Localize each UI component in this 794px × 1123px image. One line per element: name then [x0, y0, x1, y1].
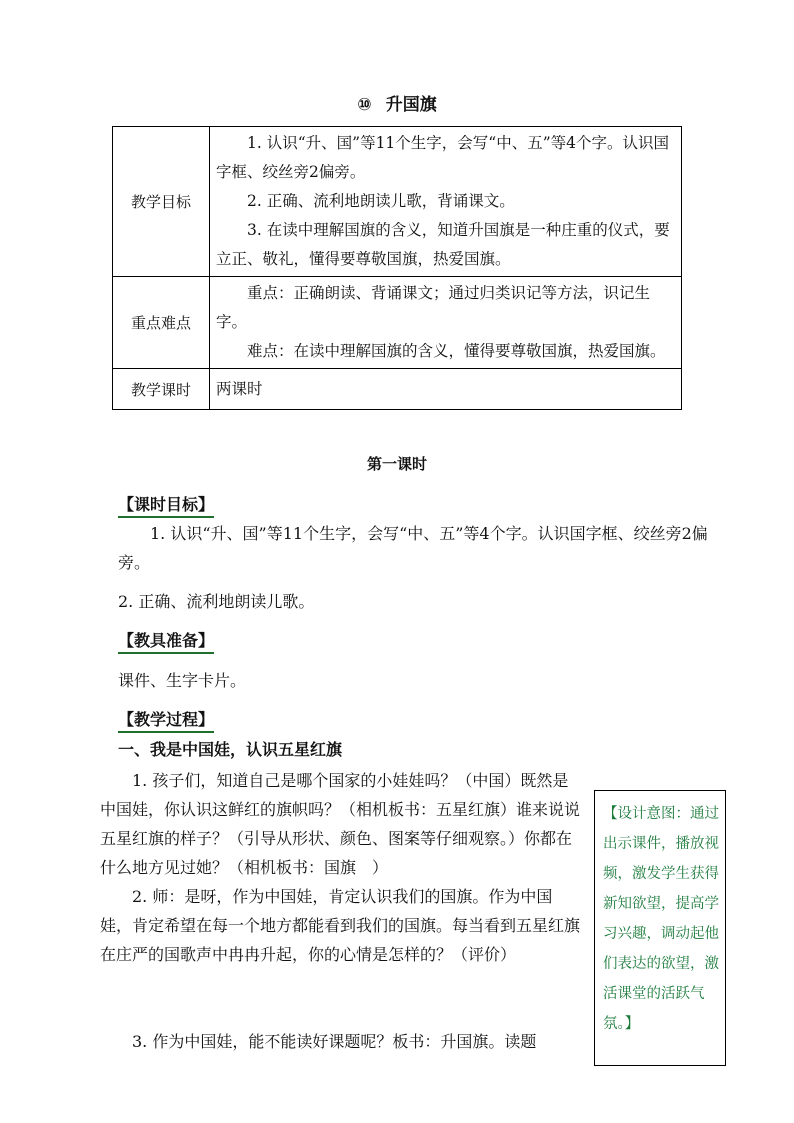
lesson-title-text: 升国旗 — [385, 95, 437, 115]
prep-heading: 【教具准备】 — [118, 628, 214, 654]
objective-3: 3. 在读中理解国旗的含义，知道升国旗是一种庄重的仪式，要立正、敬礼，懂得要尊敬国旗，热爱国旗。 — [216, 221, 670, 268]
lesson-info-table — [112, 126, 682, 410]
goal-2: 2. 正确、流利地朗读儿歌。 — [118, 592, 315, 611]
design-intent-box: 【设计意图：通过出示课件，播放视频，激发学生获得新知欲望，提高学习兴趣，调动起他们表达的欲望，激活课堂的活跃气氛。】 — [594, 790, 726, 1066]
objectives-label: 教学目标 — [113, 127, 210, 277]
objective-1: 1. 认识“升、国”等11个生字，会写“中、五”等4个字。认识国字框、绞丝旁2偏旁。 — [216, 134, 669, 181]
lesson-title — [0, 90, 794, 115]
objectives-content — [210, 127, 682, 277]
process-para-2: 2. 师：是呀，作为中国娃，肯定认识我们的国旗。作为中国娃，肯定希望在每一个地方都能看到我们的国旗。每当看到五星红旗在庄严的国歌声中冉冉升起，你的心情是怎样的？（评价） — [100, 887, 581, 964]
objective-2: 2. 正确、流利地朗读儿歌，背诵课文。 — [247, 192, 515, 210]
process-para-1: 1. 孩子们，知道自己是哪个国家的小娃娃吗？（中国）既然是中国娃，你认识这鲜红的旗帜吗？（相机板书：五星红旗）谁来说说五星红旗的样子？（引导从形状、颜色、图案等仔细观察。）你都在什么地方见过她？（相机板书：国旗 ） — [100, 771, 581, 877]
process-heading: 【教学过程】 — [118, 707, 214, 733]
table-row — [113, 369, 682, 410]
difficult-point: 难点：在读中理解国旗的含义，懂得要尊敬国旗，热爱国旗。 — [247, 342, 666, 360]
process-para-3: 3. 作为中国娃，能不能读好课题呢？板书：升国旗。读题 — [132, 1032, 537, 1051]
prep-text: 课件、生字卡片。 — [118, 671, 247, 690]
key-point: 重点：正确朗读、背诵课文；通过归类识记等方法，识记生字。 — [216, 284, 651, 331]
goal-1: 1. 认识“升、国”等11个生字，会写“中、五”等4个字。认识国字框、绞丝旁2偏旁。 — [118, 524, 708, 572]
key-points-label: 重点难点 — [113, 277, 210, 369]
table-row — [113, 277, 682, 369]
lesson-number: ⑩ — [357, 95, 372, 115]
key-points-content — [210, 277, 682, 369]
class-hours-label: 教学课时 — [113, 369, 210, 410]
process-step-title: 一、我是中国娃，认识五星红旗 — [118, 740, 343, 759]
goals-heading: 【课时目标】 — [118, 492, 214, 518]
table-row — [113, 127, 682, 277]
class-hours-value: 两课时 — [210, 369, 682, 410]
section-title: 第一课时 — [366, 455, 427, 473]
